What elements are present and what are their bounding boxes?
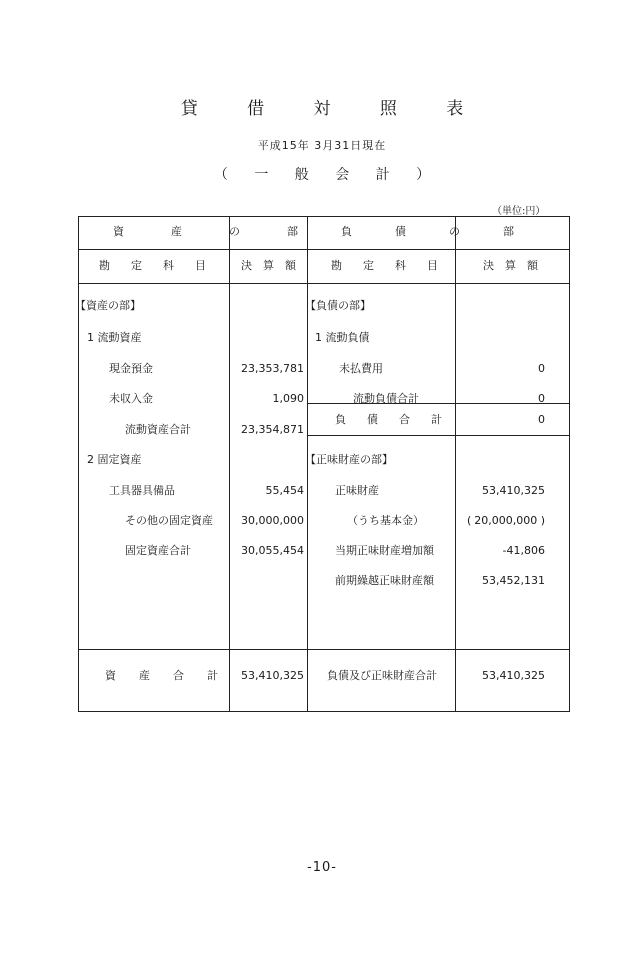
assets-header-char: 部 — [287, 225, 298, 238]
header-char: 科 — [163, 259, 174, 272]
total-char: 計 — [431, 413, 442, 426]
current-assets-total-value: 23,354,871 — [241, 423, 304, 436]
assets-total-label — [105, 669, 218, 683]
fixed-assets-label: 2 固定資産 — [87, 453, 142, 466]
account-char-3: 会 — [335, 167, 350, 183]
document-title: 貸 借 対 照 表 — [180, 99, 486, 119]
divider-header-1 — [79, 249, 569, 250]
liabilities-header-char: 部 — [503, 225, 514, 238]
current-assets-label: 1 流動資産 — [87, 331, 142, 344]
total-char: 産 — [139, 669, 150, 682]
account-paren-open: （ — [213, 167, 228, 183]
header-char: 目 — [195, 259, 206, 272]
liabilities-header-char: 負 — [341, 225, 352, 238]
header-char: 定 — [131, 259, 142, 272]
current-liabilities-total-label: 流動負債合計 — [353, 392, 419, 405]
fixed-assets-total-value: 30,055,454 — [241, 544, 304, 557]
liabilities-section-label: 【負債の部】 — [305, 299, 371, 312]
net-assets-label: 正味財産 — [335, 484, 379, 497]
page-number: -10- — [307, 860, 337, 875]
grand-total-value: 53,410,325 — [482, 669, 545, 682]
carried-forward-label: 前期繰越正味財産額 — [335, 574, 434, 587]
accrued-expenses-value: 0 — [538, 362, 545, 375]
header-char: 勘 — [331, 259, 342, 272]
total-char: 合 — [399, 413, 410, 426]
receivable-value: 1,090 — [272, 392, 304, 405]
liabilities-amount-header — [483, 259, 538, 273]
unit-label: （単位:円） — [492, 206, 546, 217]
account-paren-close: ） — [416, 167, 431, 183]
balance-sheet-table — [75, 216, 570, 712]
assets-total-value: 53,410,325 — [241, 669, 304, 682]
account-char-4: 計 — [375, 167, 390, 183]
current-liabilities-total-value: 0 — [538, 392, 545, 405]
liabilities-header-char: の — [449, 225, 460, 238]
basic-fund-amount: 20,000,000 — [474, 514, 538, 527]
account-char-2: 般 — [294, 167, 309, 183]
liabilities-header-char: 債 — [395, 225, 406, 238]
liabilities-total-value: 0 — [538, 413, 545, 426]
header-char: 勘 — [99, 259, 110, 272]
divider-liabilities-total — [307, 435, 569, 436]
assets-item-header — [99, 259, 206, 273]
divider-liabilities-amount — [455, 217, 456, 711]
assets-section-header — [113, 225, 298, 239]
header-char: 算 — [505, 259, 516, 272]
cash-label: 現金預金 — [109, 362, 153, 375]
divider-footer — [79, 649, 569, 650]
basic-fund-value — [474, 514, 545, 528]
account-type — [0, 164, 644, 184]
assets-amount-header — [241, 259, 296, 273]
header-char: 算 — [263, 259, 274, 272]
fixed-assets-total-label: 固定資産合計 — [125, 544, 191, 557]
assets-section-label: 【資産の部】 — [75, 299, 141, 312]
carried-forward-value: 53,452,131 — [482, 574, 545, 587]
total-char: 債 — [367, 413, 378, 426]
current-assets-total-label: 流動資産合計 — [125, 423, 191, 436]
assets-header-char: 産 — [171, 225, 182, 238]
net-assets-section-label: 【正味財産の部】 — [305, 453, 393, 466]
header-char: 科 — [395, 259, 406, 272]
header-char: 目 — [427, 259, 438, 272]
accrued-expenses-label: 未払費用 — [339, 362, 383, 375]
divider-assets-amount — [229, 217, 230, 711]
account-char-1: 一 — [254, 167, 269, 183]
header-char: 額 — [285, 259, 296, 272]
liabilities-total-label — [335, 413, 442, 427]
liabilities-item-header — [331, 259, 438, 273]
basic-fund-paren-open: ( — [467, 514, 472, 527]
current-liabilities-label: 1 流動負債 — [315, 331, 370, 344]
liabilities-section-header — [341, 225, 514, 239]
header-char: 決 — [241, 259, 252, 272]
total-char: 資 — [105, 669, 116, 682]
header-char: 定 — [363, 259, 374, 272]
cash-value: 23,353,781 — [241, 362, 304, 375]
divider-liabilities-subtotal — [307, 403, 569, 404]
other-fixed-assets-label: その他の固定資産 — [125, 514, 213, 527]
equipment-label: 工具器具備品 — [109, 484, 175, 497]
divider-header-2 — [79, 283, 569, 284]
net-assets-value: 53,410,325 — [482, 484, 545, 497]
as-of-date: 平成15年 3月31日現在 — [257, 139, 387, 152]
receivable-label: 未収入金 — [109, 392, 153, 405]
grand-total-label: 負債及び正味財産合計 — [327, 669, 437, 682]
total-char: 合 — [173, 669, 184, 682]
basic-fund-paren-close: ) — [540, 514, 545, 527]
net-assets-increase-label: 当期正味財産増加額 — [335, 544, 434, 557]
net-assets-increase-value: -41,806 — [502, 544, 545, 557]
basic-fund-label: （うち基本金） — [347, 514, 424, 527]
other-fixed-assets-value: 30,000,000 — [241, 514, 304, 527]
header-char: 決 — [483, 259, 494, 272]
total-char: 計 — [207, 669, 218, 682]
assets-header-char: の — [229, 225, 240, 238]
assets-header-char: 資 — [113, 225, 124, 238]
header-char: 額 — [527, 259, 538, 272]
equipment-value: 55,454 — [265, 484, 304, 497]
total-char: 負 — [335, 413, 346, 426]
